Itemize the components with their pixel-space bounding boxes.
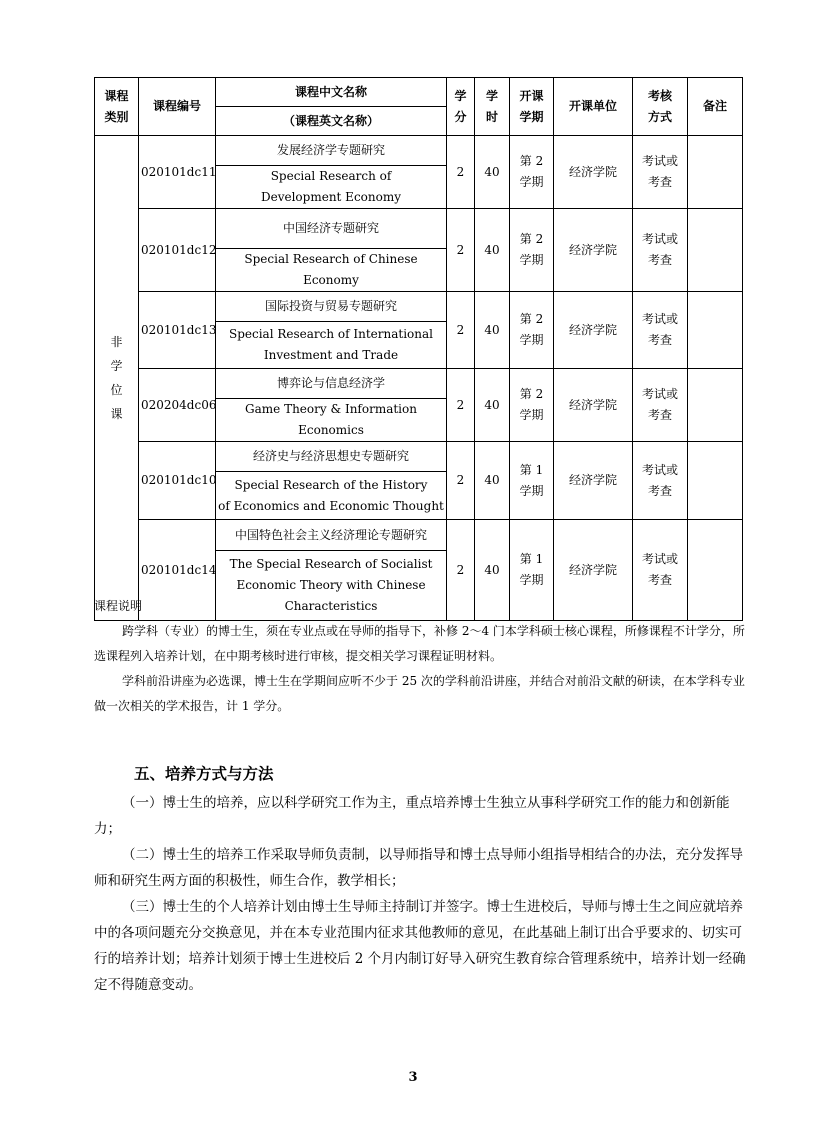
line: Characteristics xyxy=(284,599,378,613)
course-code: 020204dc06 xyxy=(139,369,216,442)
course-table xyxy=(94,77,743,621)
line: 学期 xyxy=(519,483,544,498)
line: The Special Research of Socialist xyxy=(229,557,433,571)
line: 学期 xyxy=(519,253,544,267)
table-row xyxy=(95,136,743,166)
course-semester xyxy=(510,369,554,442)
header-assessment: 考核 方式 xyxy=(633,78,688,136)
course-name-cn: 博弈论与信息经济学 xyxy=(216,369,447,399)
course-hours: 40 xyxy=(475,520,510,621)
line: 考查 xyxy=(647,573,672,587)
course-remark xyxy=(688,292,743,369)
header-name-en: （课程英文名称） xyxy=(216,107,447,136)
course-credits: 2 xyxy=(447,520,475,621)
section-title: 五、培养方式与方法 xyxy=(134,765,274,783)
course-credits: 2 xyxy=(447,292,475,369)
header-category: 课程 类别 xyxy=(95,78,139,136)
line: 考试或 xyxy=(641,462,678,477)
category-char: 非 xyxy=(110,335,123,349)
course-code: 020101dc11 xyxy=(139,136,216,209)
header-name-cn: 课程中文名称 xyxy=(216,78,447,107)
course-name-en xyxy=(216,472,447,520)
course-assessment xyxy=(633,136,688,209)
line: Special Research of the History xyxy=(234,477,428,492)
header-remark: 备注 xyxy=(688,78,743,136)
page-number: 3 xyxy=(408,1070,418,1085)
course-credits: 2 xyxy=(447,209,475,292)
header-code: 课程编号 xyxy=(139,78,216,136)
table-row xyxy=(95,520,743,551)
line: 考试或 xyxy=(641,154,678,168)
notes-paragraph-2: 学科前沿讲座为必选课，博士生在学期间应听不少于 25 次的学科前沿讲座，并结合对前沿文献的研读，在本学科专业做一次相关的学术报告，计 1 学分。 xyxy=(94,674,745,713)
line: Game Theory & Information Economics xyxy=(245,402,417,437)
course-name-en xyxy=(216,399,447,442)
line: 考试或 xyxy=(641,312,678,326)
line: 第 2 xyxy=(519,154,544,168)
course-name-cn: 中国经济专题研究 xyxy=(216,209,447,249)
course-name-cn: 经济史与经济思想史专题研究 xyxy=(216,442,447,472)
course-semester xyxy=(510,209,554,292)
line: 第 2 xyxy=(519,387,544,401)
line: 第 2 xyxy=(519,232,544,246)
table-row xyxy=(95,209,743,249)
line: of Economics and Economic Thought xyxy=(218,498,444,513)
line: Special Research of xyxy=(270,169,392,183)
line: 考查 xyxy=(647,175,672,189)
line: Economic Theory with Chinese xyxy=(236,578,426,592)
notes-title: 课程说明 xyxy=(94,599,143,613)
course-unit: 经济学院 xyxy=(554,136,633,209)
line: 考查 xyxy=(647,408,672,422)
course-hours: 40 xyxy=(475,209,510,292)
course-unit: 经济学院 xyxy=(554,520,633,621)
category-cell xyxy=(95,136,139,621)
table-row xyxy=(95,369,743,399)
line: 考查 xyxy=(647,333,672,347)
course-remark xyxy=(688,442,743,520)
table-row xyxy=(95,442,743,472)
course-hours: 40 xyxy=(475,292,510,369)
line: 第 2 xyxy=(519,312,544,326)
course-remark xyxy=(688,369,743,442)
line: 学期 xyxy=(519,408,544,422)
line: Investment and Trade xyxy=(263,348,399,362)
header-hours: 学 时 xyxy=(475,78,510,136)
header-credits: 学 分 xyxy=(447,78,475,136)
course-hours: 40 xyxy=(475,136,510,209)
course-name-en xyxy=(216,249,447,292)
category-char: 课 xyxy=(110,407,123,421)
line: 考试或 xyxy=(641,232,678,246)
line: 学期 xyxy=(519,175,544,189)
notes-paragraph-1: 跨学科（专业）的博士生，须在专业点或在导师的指导下，补修 2～4 门本学科硕士核心课程，所修课程不计学分，所选课程列入培养计划，在中期考核时进行审核，提交相关学习课程证明材料。 xyxy=(94,624,745,663)
line: 第 1 xyxy=(519,552,544,566)
course-semester xyxy=(510,442,554,520)
course-unit: 经济学院 xyxy=(554,369,633,442)
category-char: 学 xyxy=(110,359,123,373)
course-assessment xyxy=(633,292,688,369)
course-code: 020101dc13 xyxy=(139,292,216,369)
course-semester xyxy=(510,292,554,369)
line: 考查 xyxy=(647,483,672,498)
line: 学期 xyxy=(519,573,544,587)
line: 考试或 xyxy=(641,387,678,401)
line: Special Research of International xyxy=(228,327,434,341)
course-remark xyxy=(688,209,743,292)
course-assessment xyxy=(633,442,688,520)
course-name-cn: 国际投资与贸易专题研究 xyxy=(216,292,447,322)
course-name-cn: 发展经济学专题研究 xyxy=(216,136,447,166)
course-code: 020101dc12 xyxy=(139,209,216,292)
section-paragraph-3: （三）博士生的个人培养计划由博士生导师主持制订并签字。博士生进校后，导师与博士生之间应就培养中的各项问题充分交换意见，并在本专业范围内征求其他教师的意见，在此基础上制订出合乎要求的、切实可行的培养计划；培养计划须于博士生进校后 2 个月内制订好导入研究生教育综合管理系统中，培养计划一经确定不得随意变动。 xyxy=(94,899,746,993)
category-char: 位 xyxy=(110,383,123,397)
line: Development Economy xyxy=(260,190,401,204)
section-training-methods xyxy=(94,762,754,998)
line: 考查 xyxy=(647,253,672,267)
header-semester: 开课 学期 xyxy=(510,78,554,136)
line: 学期 xyxy=(519,333,544,347)
course-credits: 2 xyxy=(447,136,475,209)
course-unit: 经济学院 xyxy=(554,292,633,369)
course-credits: 2 xyxy=(447,369,475,442)
table-row xyxy=(95,292,743,322)
line: Special Research of Chinese Economy xyxy=(244,252,418,287)
course-name-en xyxy=(216,322,447,369)
course-remark xyxy=(688,136,743,209)
course-name-en xyxy=(216,166,447,209)
line: 考试或 xyxy=(641,552,678,566)
course-code: 020101dc10 xyxy=(139,442,216,520)
course-unit: 经济学院 xyxy=(554,442,633,520)
course-code: 020101dc14 xyxy=(139,520,216,621)
course-name-cn: 中国特色社会主义经济理论专题研究 xyxy=(216,520,447,551)
course-assessment xyxy=(633,209,688,292)
course-hours: 40 xyxy=(475,442,510,520)
header-unit: 开课单位 xyxy=(554,78,633,136)
section-paragraph-2: （二）博士生的培养工作采取导师负责制，以导师指导和博士点导师小组指导相结合的办法，充分发挥导师和研究生两方面的积极性，师生合作，教学相长； xyxy=(94,847,743,889)
section-paragraph-1: （一）博士生的培养，应以科学研究工作为主，重点培养博士生独立从事科学研究工作的能力和创新能力； xyxy=(94,795,730,837)
course-hours: 40 xyxy=(475,369,510,442)
line: 第 1 xyxy=(519,462,544,477)
course-notes xyxy=(94,594,754,719)
course-credits: 2 xyxy=(447,442,475,520)
course-assessment xyxy=(633,369,688,442)
course-semester xyxy=(510,136,554,209)
course-unit: 经济学院 xyxy=(554,209,633,292)
